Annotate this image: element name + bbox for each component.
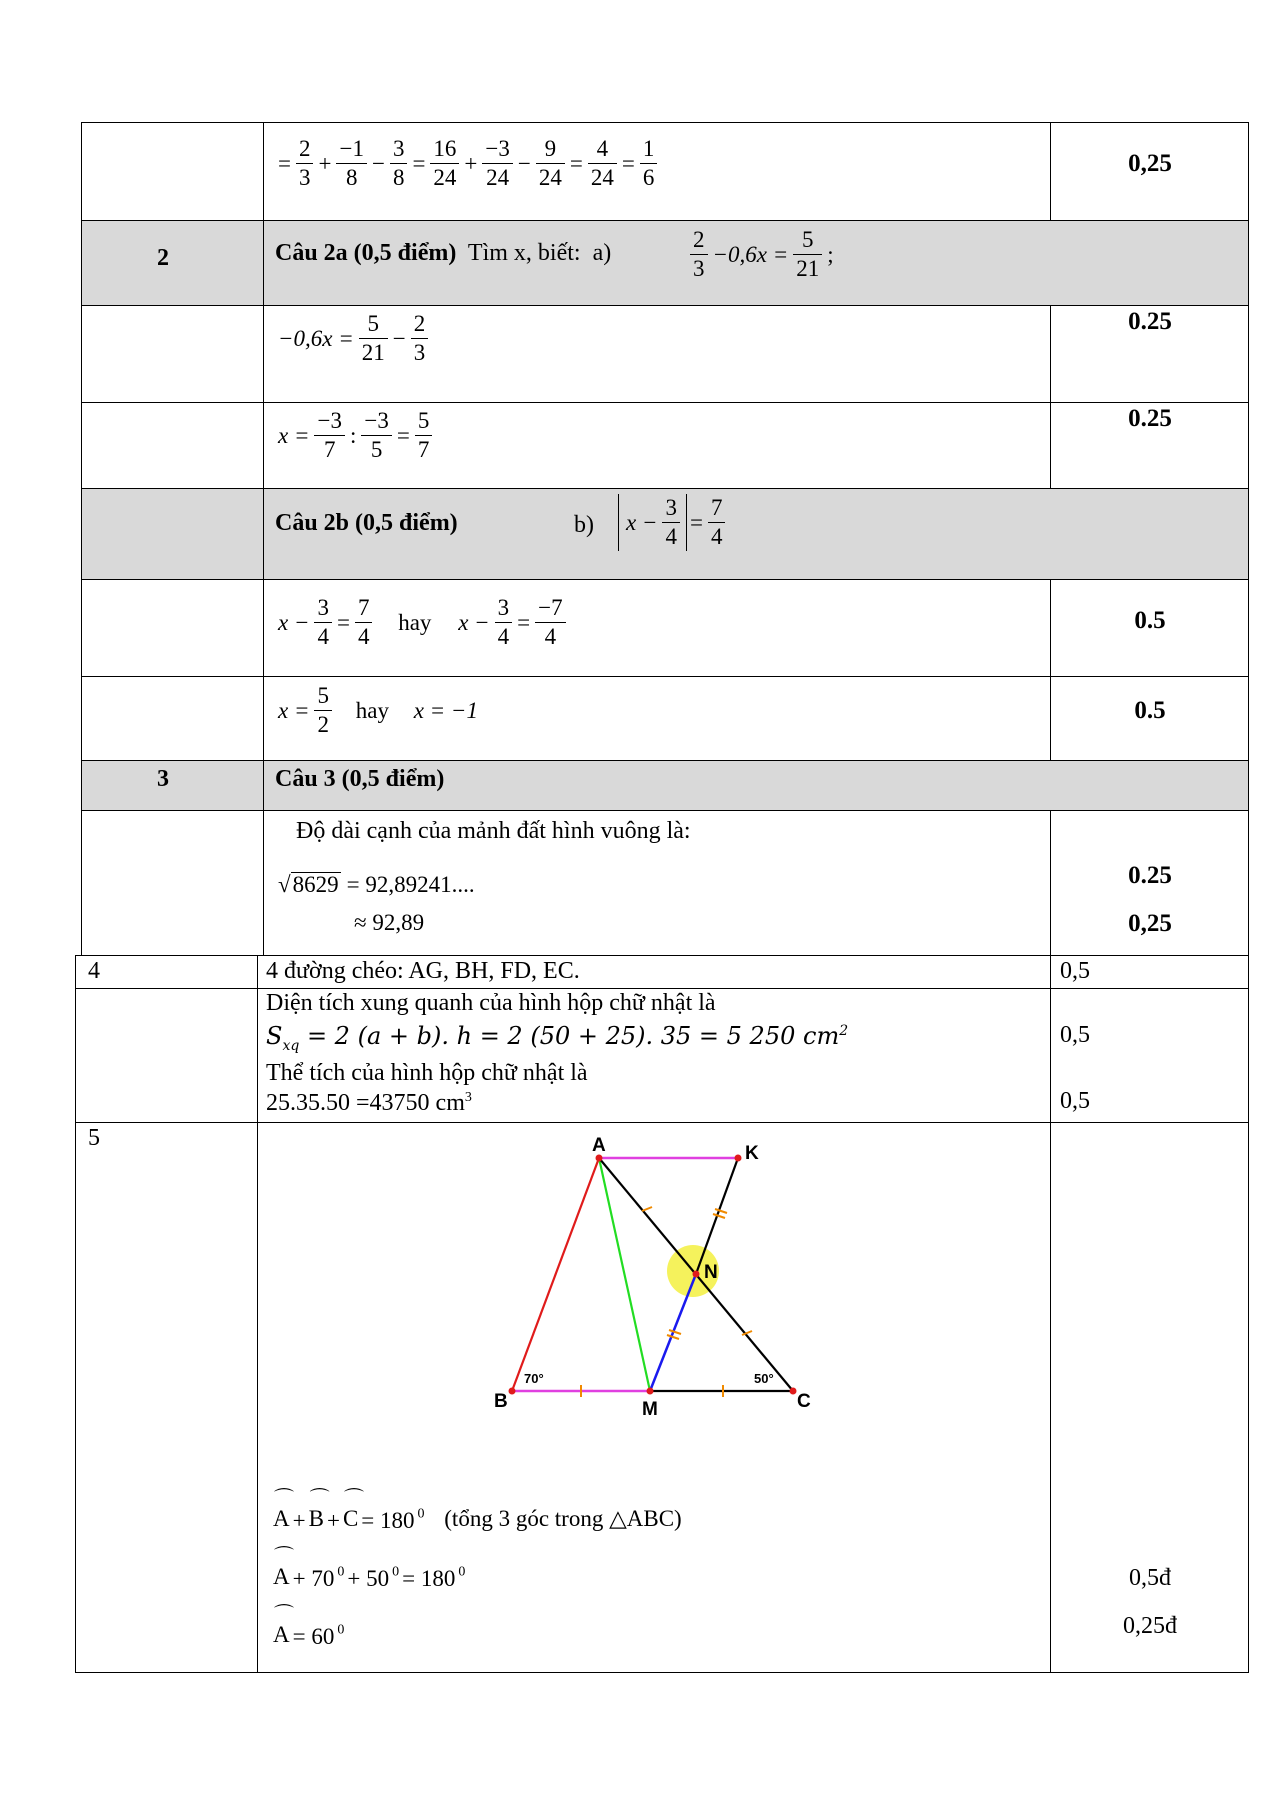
q4-line2: Diện tích xung quanh của hình hộp chữ nhật là (266, 990, 716, 1016)
tick-an (642, 1207, 652, 1211)
q2b-step2-score: 0.5 (1134, 697, 1166, 724)
q3-line3: ≈ 92,89 (354, 910, 425, 935)
angle-c-label: 50° (754, 1371, 774, 1386)
point-k (735, 1155, 742, 1162)
q4-line4: 25.35.50 =43750 $cm^3$ (266, 1090, 472, 1116)
header-band-q3 (82, 761, 1248, 810)
label-a: A (592, 1135, 606, 1156)
q2b-title: Câu 2b (0,5 điểm) (275, 510, 458, 536)
q3-title: Câu 3 (0,5 điểm) (275, 766, 445, 792)
row0-equation: = $\frac{2}{3}$ + $\frac{-1}{8}$ − $\frac{3}{8}$ = $\frac{16}{24}$ + $\frac{-3}{24}$ − $\frac{9}{24}$ = $\frac{4}{24}$ = $\frac{1}{6}$ (275, 135, 659, 192)
q2a-step1: −0,6x = $\frac{5}{21}$ − $\frac{2}{3}$ (275, 310, 430, 367)
q3-score1: 0.25 (1128, 862, 1172, 889)
segment-am (599, 1158, 650, 1391)
label-m: M (642, 1399, 658, 1420)
q2b-step1-score: 0.5 (1134, 607, 1166, 634)
q5-line1: ⌒ A +⌒ B +⌒ C = 180 $^0$ (tổng 3 góc trong △ABC) (273, 1507, 682, 1532)
q4-score1: 0,5 (1060, 958, 1090, 984)
q4-line1: 4 đường chéo: AG, BH, FD, EC. (266, 958, 580, 984)
segment-mn (650, 1274, 696, 1391)
q5-line3: ⌒ A = 60 $^0$ (273, 1623, 344, 1648)
triangle-figure (480, 1125, 860, 1425)
q4-score3: 0,5 (1060, 1088, 1090, 1114)
q3-line2: √8629 = 92,89241.... (278, 872, 475, 897)
segment-ab (512, 1158, 599, 1391)
q3-number: 3 (157, 766, 169, 792)
point-m (647, 1388, 654, 1395)
q2b-equation: x − $\frac{3}{4}$ = $\frac{7}{4}$ (618, 494, 727, 551)
point-c (790, 1388, 797, 1395)
q2a-step1-score: 0.25 (1128, 308, 1172, 335)
q5-score2: 0,25đ (1123, 1613, 1177, 1639)
q2b-step2: x = $\frac{5}{2}$ hay x = −1 (278, 683, 478, 737)
q2a-heading: Câu 2a (0,5 điểm) Tìm x, biết: a) (275, 240, 612, 266)
point-n (693, 1271, 700, 1278)
header-band-q2a (82, 221, 1248, 305)
q2a-number: 2 (157, 245, 169, 271)
label-n: N (704, 1262, 718, 1283)
q2a-step2: x = $\frac{-3}{7}$ : $\frac{-3}{5}$ = $\frac{5}{7}$ (275, 407, 434, 464)
tick-nk-2 (715, 1209, 727, 1213)
label-c: C (797, 1391, 811, 1412)
point-b (509, 1388, 516, 1395)
q4-formula: $S_{xq} = 2$ (a + b). h = 2 (50 + 25). 35 = 5 250 $cm^2$ (266, 1022, 849, 1054)
q2a-step2-score: 0.25 (1128, 405, 1172, 432)
q4-line3: Thể tích của hình hộp chữ nhật là (266, 1060, 588, 1086)
q3-score2: 0,25 (1128, 910, 1172, 937)
q2b-part: b) (574, 512, 594, 538)
q3-line1: Độ dài cạnh của mảnh đất hình vuông là: (296, 818, 691, 844)
q4-score2: 0,5 (1060, 1022, 1090, 1048)
q5-score1: 0,5đ (1129, 1565, 1171, 1591)
q5-number: 5 (88, 1125, 100, 1151)
q5-line2: ⌒ A + 70 $^0$ + 50 $^0$ = 180 $^0$ (273, 1565, 465, 1590)
angle-b-label: 70° (524, 1371, 544, 1386)
q2a-equation: $\frac{2}{3}$ −0,6x = $\frac{5}{21}$ ; (688, 226, 837, 283)
row0-score: 0,25 (1128, 150, 1172, 177)
tick-nk-1 (713, 1214, 725, 1218)
label-b: B (494, 1391, 508, 1412)
q2b-step1: x − $\frac{3}{4}$ = $\frac{7}{4}$ hay x − $\frac{3}{4}$ = $\frac{-7}{4}$ (275, 594, 568, 651)
q4-number: 4 (88, 958, 100, 984)
label-k: K (745, 1143, 759, 1164)
